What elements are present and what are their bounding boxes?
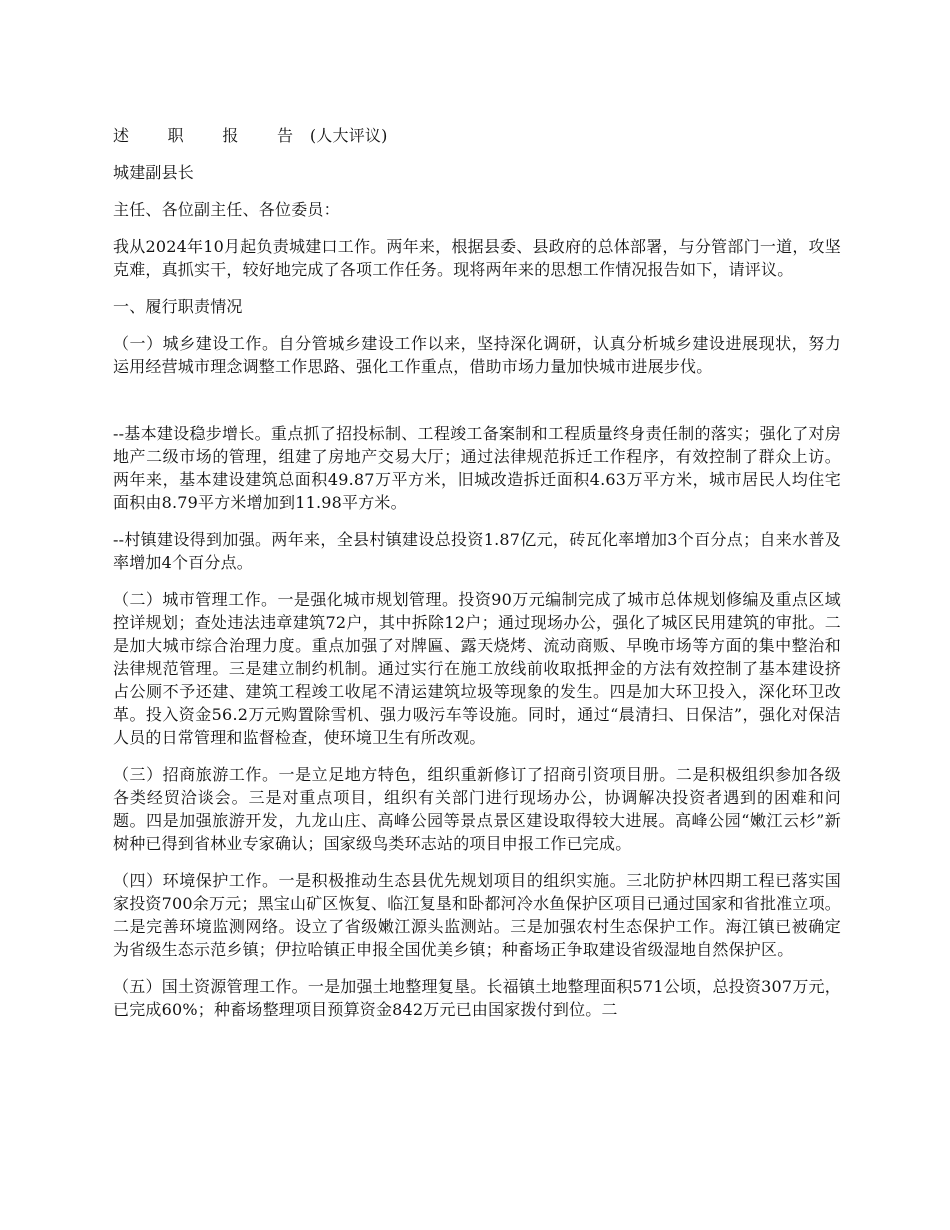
document-title [113,124,841,147]
paragraph-environment-protection: （四）环境保护工作。一是积极推动生态县优先规划项目的组织实施。三北防护林四期工程已落实国家投资700余万元；黑宝山矿区恢复、临江复垦和卧都河冷水鱼保护区项目已通过国家和省批准立项。二是完善环境监测网络。设立了省级嫩江源头监测站。三是加强农村生态保护工作。海江镇已被确定为省级生态示范乡镇；伊拉哈镇正申报全国优美乡镇；种畜场正争取建设省级湿地自然保护区。 [113,871,841,959]
intro-paragraph: 我从2024年10月起负责城建口工作。两年来，根据县委、县政府的总体部署，与分管部门一道，攻坚克难，真抓实干，较好地完成了各项工作任务。现将两年来的思想工作情况报告如下，请评议。 [113,237,841,279]
paragraph-city-management: （二）城市管理工作。一是强化城市规划管理。投资90万元编制完成了城市总体规划修编及重点区域控详规划；查处违法违章建筑72户，其中拆除12户；通过现场办公，强化了城区民用建筑的审批。二是加大城市综合治理力度。重点加强了对牌匾、露天烧烤、流动商贩、早晚市场等方面的集中整治和法律规范管理。三是建立制约机制。通过实行在施工放线前收取抵押金的方法有效控制了基本建设挤占公厕不予还建、建筑工程竣工收尾不清运建筑垃圾等现象的发生。四是加大环卫投入，深化环卫改革。投入资金56.2万元购置除雪机、强力吸污车等设施。同时，通过“晨清扫、日保洁”，强化对保洁人员的日常管理和监督检查，使环境卫生有所改观。 [113,590,841,747]
title-suffix: (人大评议) [309,126,388,145]
paragraph-investment-tourism: （三）招商旅游工作。一是立足地方特色，组织重新修订了招商引资项目册。二是积极组织参加各级各类经贸洽谈会。三是对重点项目，组织有关部门进行现场办公，协调解决投资者遇到的困难和问题。四是加强旅游开发，九龙山庄、高峰公园等景点景区建设取得较大进展。高峰公园“嫩江云杉”新树种已得到省林业专家确认；国家级鸟类环志站的项目申报工作已完成。 [113,765,841,853]
paragraph-urban-rural-construction: （一）城乡建设工作。自分管城乡建设工作以来，坚持深化调研，认真分析城乡建设进展现状，努力运用经营城市理念调整工作思路、强化工作重点，借助市场力量加快城市进展步伐。 [113,334,841,376]
salutation: 主任、各位副主任、各位委员： [113,200,340,219]
title-main: 述 职 报 告 [113,126,310,145]
document-page [113,124,841,1035]
paragraph-village-construction: --村镇建设得到加强。两年来，全县村镇建设总投资1.87亿元，砖瓦化率增加3个百分点；自来水普及率增加4个百分点。 [113,530,841,572]
section-heading: 一、履行职责情况 [113,297,243,316]
spacer [113,392,841,422]
paragraph-basic-construction: --基本建设稳步增长。重点抓了招投标制、工程竣工备案制和工程质量终身责任制的落实；强化了对房地产二级市场的管理，组建了房地产交易大厅；通过法律规范拆迁工作程序，有效控制了群众上访。两年来，基本建设建筑总面积49.87万平方米，旧城改造拆迁面积4.63万平方米，城市居民人均住宅面积由8.79平方米增加到11.98平方米。 [113,424,841,512]
paragraph-land-resources: （五）国土资源管理工作。一是加强土地整理复垦。长福镇土地整理面积571公顷，总投资307万元，已完成60%；种畜场整理项目预算资金842万元已由国家拨付到位。二 [113,977,841,1019]
author-line: 城建副县长 [113,163,195,182]
